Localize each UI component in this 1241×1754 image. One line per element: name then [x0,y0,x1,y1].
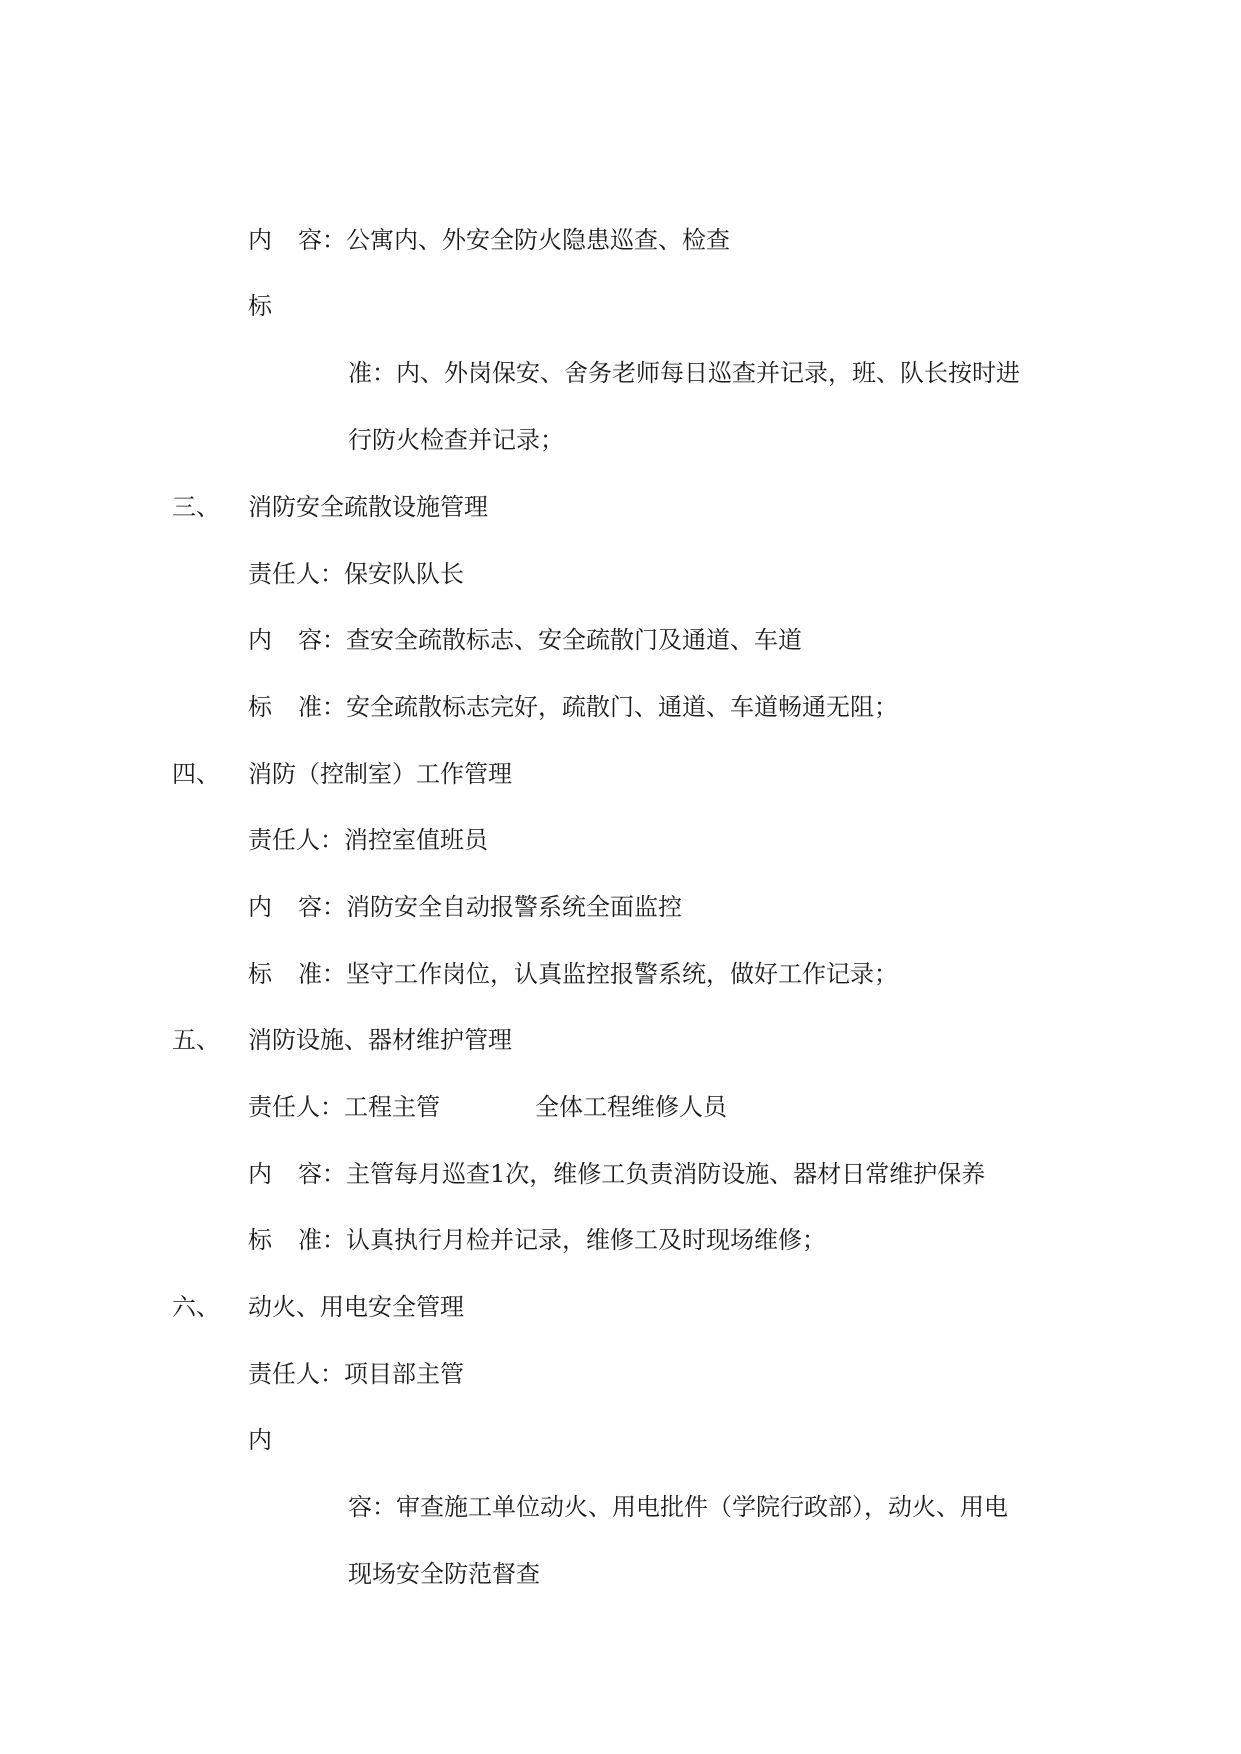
responsible-person-secondary: 全体工程维修人员 [535,1093,727,1121]
standard-label: 标 [248,292,272,320]
content-line [248,891,682,923]
standard-line [248,1224,826,1256]
label-biao: 标 [248,1226,272,1254]
responsible-person: 责任人：消控室值班员 [248,826,488,854]
label-biao: 标 [248,960,272,988]
standard-line [248,958,898,990]
section-number: 四、 [172,760,220,788]
label-biao: 标 [248,693,272,721]
standard-text: 准：安全疏散标志完好，疏散门、通道、车道畅通无阻； [298,693,898,721]
section-title: 消防（控制室）工作管理 [248,760,512,788]
standard-text: 准：认真执行月检并记录，维修工及时现场维修； [298,1226,826,1254]
responsible-person: 责任人：工程主管 [248,1093,440,1121]
content-line [248,1158,985,1190]
label-nei: 内 [248,626,272,654]
responsible-person: 责任人：保安队队长 [248,560,464,588]
standard-text-line1: 准：内、外岗保安、舍务老师每日巡查并记录，班、队长按时进 [348,359,1020,387]
responsible-person: 责任人：项目部主管 [248,1360,464,1388]
content-text: 容：主管每月巡查1次，维修工负责消防设施、器材日常维护保养 [298,1160,986,1188]
content-text: 容：消防安全自动报警系统全面监控 [298,893,682,921]
content-line [248,224,730,256]
content-text: 容：查安全疏散标志、安全疏散门及通道、车道 [298,626,802,654]
standard-line [248,691,898,723]
label-nei: 内 [248,226,272,254]
section-title: 消防安全疏散设施管理 [248,493,488,521]
content-text-line1: 容：审查施工单位动火、用电批件（学院行政部），动火、用电 [348,1493,1008,1521]
label-nei: 内 [248,1160,272,1188]
content-text-line2: 现场安全防范督查 [348,1560,540,1588]
content-label: 内 [248,1426,272,1454]
content-line [248,624,802,656]
section-number: 三、 [172,493,220,521]
label-nei: 内 [248,893,272,921]
standard-text: 准：坚守工作岗位，认真监控报警系统，做好工作记录； [298,960,898,988]
section-title: 动火、用电安全管理 [248,1293,464,1321]
section-number: 五、 [172,1026,220,1054]
section-title: 消防设施、器材维护管理 [248,1026,512,1054]
section-number: 六、 [172,1293,220,1321]
content-text: 容：公寓内、外安全防火隐患巡查、检查 [298,226,730,254]
standard-text-line2: 行防火检查并记录； [348,426,564,454]
